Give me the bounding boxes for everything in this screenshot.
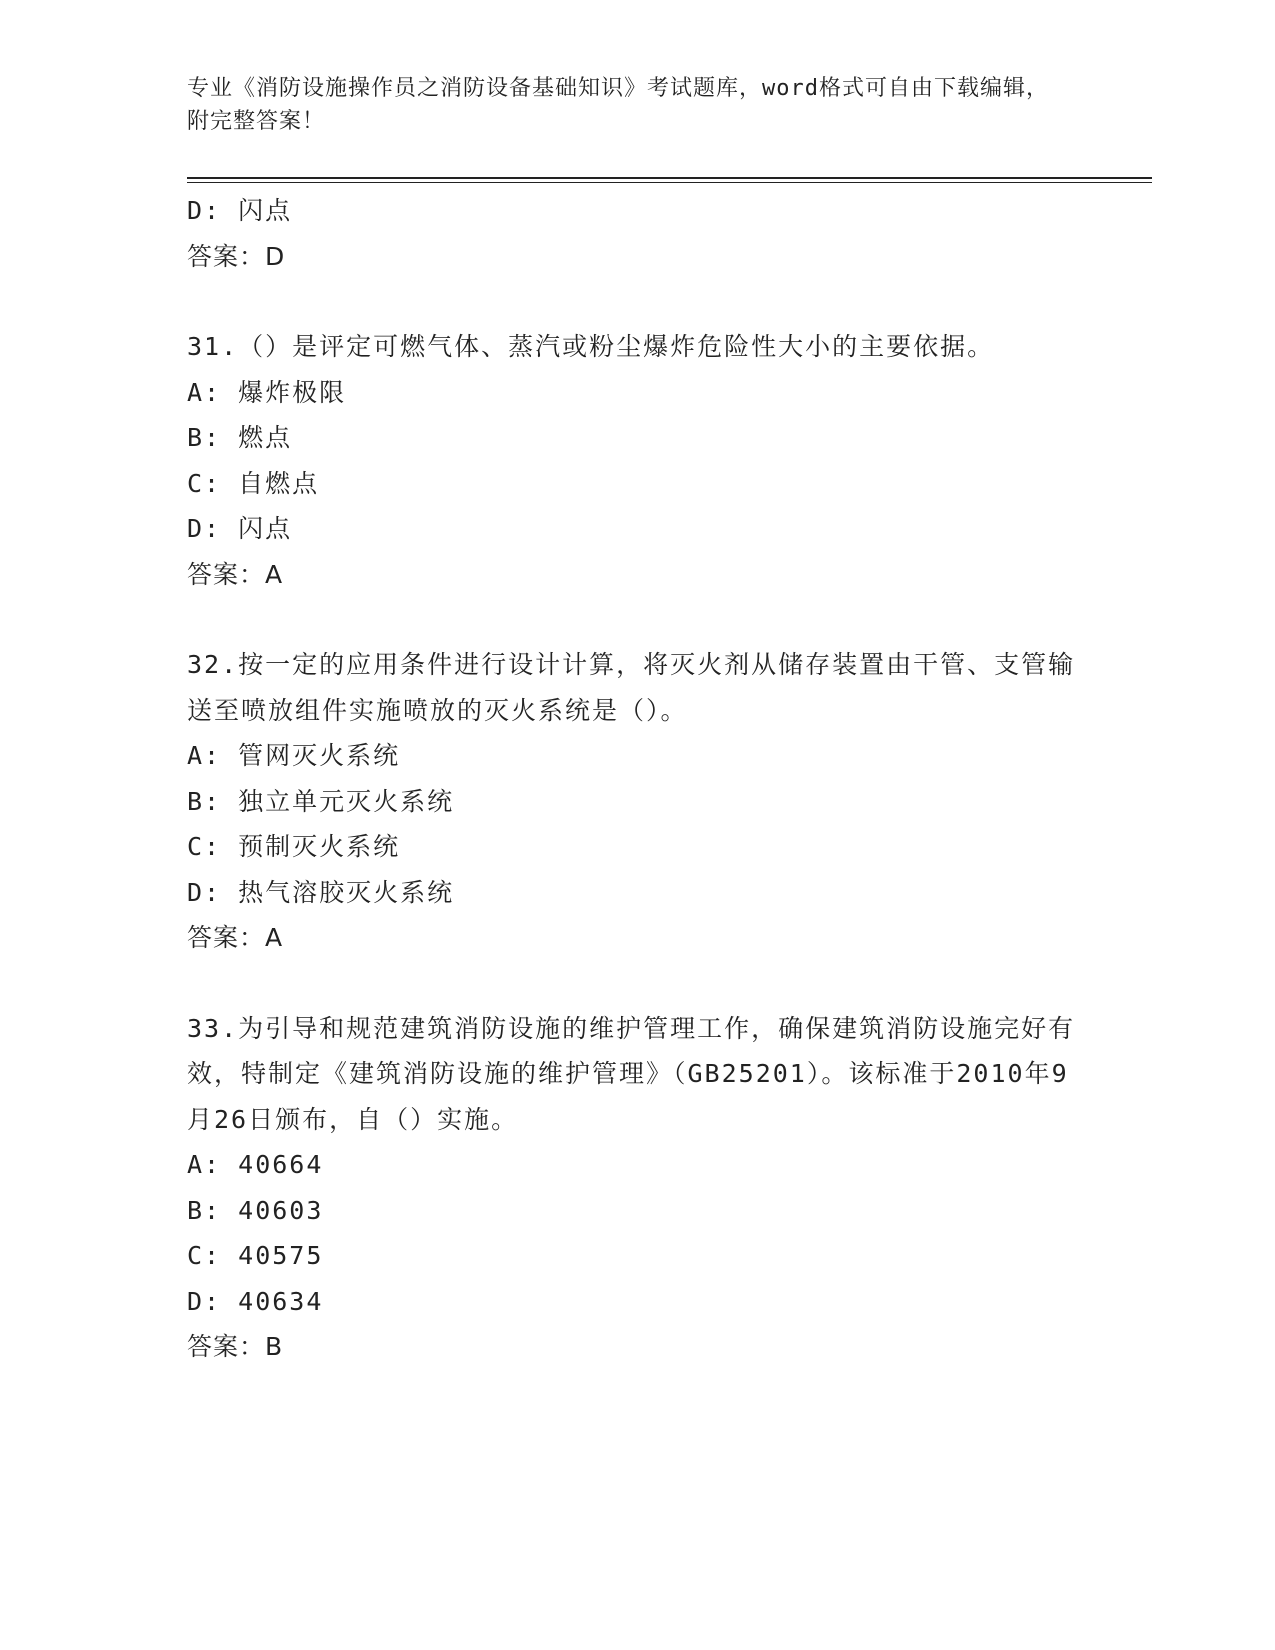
option-b: B: 独立单元灭火系统 xyxy=(187,786,455,816)
answer-line: 答案：B xyxy=(187,1332,284,1361)
option-c: C: 自燃点 xyxy=(187,468,320,498)
question-33 xyxy=(187,1006,1077,1370)
question-stem: 31.（）是评定可燃气体、蒸汽或粉尘爆炸危险性大小的主要依据。 xyxy=(187,332,995,361)
option-d: D: 热气溶胶灭火系统 xyxy=(187,877,455,907)
spacer xyxy=(187,597,1077,642)
option-c: C: 预制灭火系统 xyxy=(187,832,401,861)
answer-line: 答案：D xyxy=(187,241,286,271)
answer-line: 答案：A xyxy=(187,923,284,952)
option-b: B: 燃点 xyxy=(187,423,293,452)
option-a: A: 管网灭火系统 xyxy=(187,741,401,770)
option-d: D: 40634 xyxy=(187,1286,324,1316)
option-c: C: 40575 xyxy=(187,1241,324,1270)
option-a: A: 40664 xyxy=(187,1150,324,1179)
question-stem: 33.为引导和规范建筑消防设施的维护管理工作，确保建筑消防设施完好有效，特制定《建筑消防设施的维护管理》（GB25201）。该标准于2010年9月26日颁布，自（）实施。 xyxy=(187,1013,1076,1134)
document-header: 专业《消防设施操作员之消防设备基础知识》考试题库，word格式可自由下载编辑，附完整答案！ xyxy=(187,76,1049,134)
answer-line: 答案：A xyxy=(187,559,284,589)
spacer xyxy=(187,961,1077,1006)
option-d: D: 闪点 xyxy=(187,196,293,225)
header-divider-thick xyxy=(187,177,1152,179)
question-stem: 32.按一定的应用条件进行设计计算，将灭火剂从储存装置由干管、支管输送至喷放组件实施喷放的灭火系统是（）。 xyxy=(187,650,1076,725)
question-31 xyxy=(187,324,1077,597)
option-a: A: 爆炸极限 xyxy=(187,377,347,407)
previous-question-tail xyxy=(187,188,1077,279)
spacer xyxy=(187,279,1077,324)
question-list xyxy=(187,188,1077,1370)
question-32 xyxy=(187,642,1077,961)
option-b: B: 40603 xyxy=(187,1195,324,1225)
option-d: D: 闪点 xyxy=(187,514,293,543)
header-divider-thin xyxy=(187,182,1152,183)
